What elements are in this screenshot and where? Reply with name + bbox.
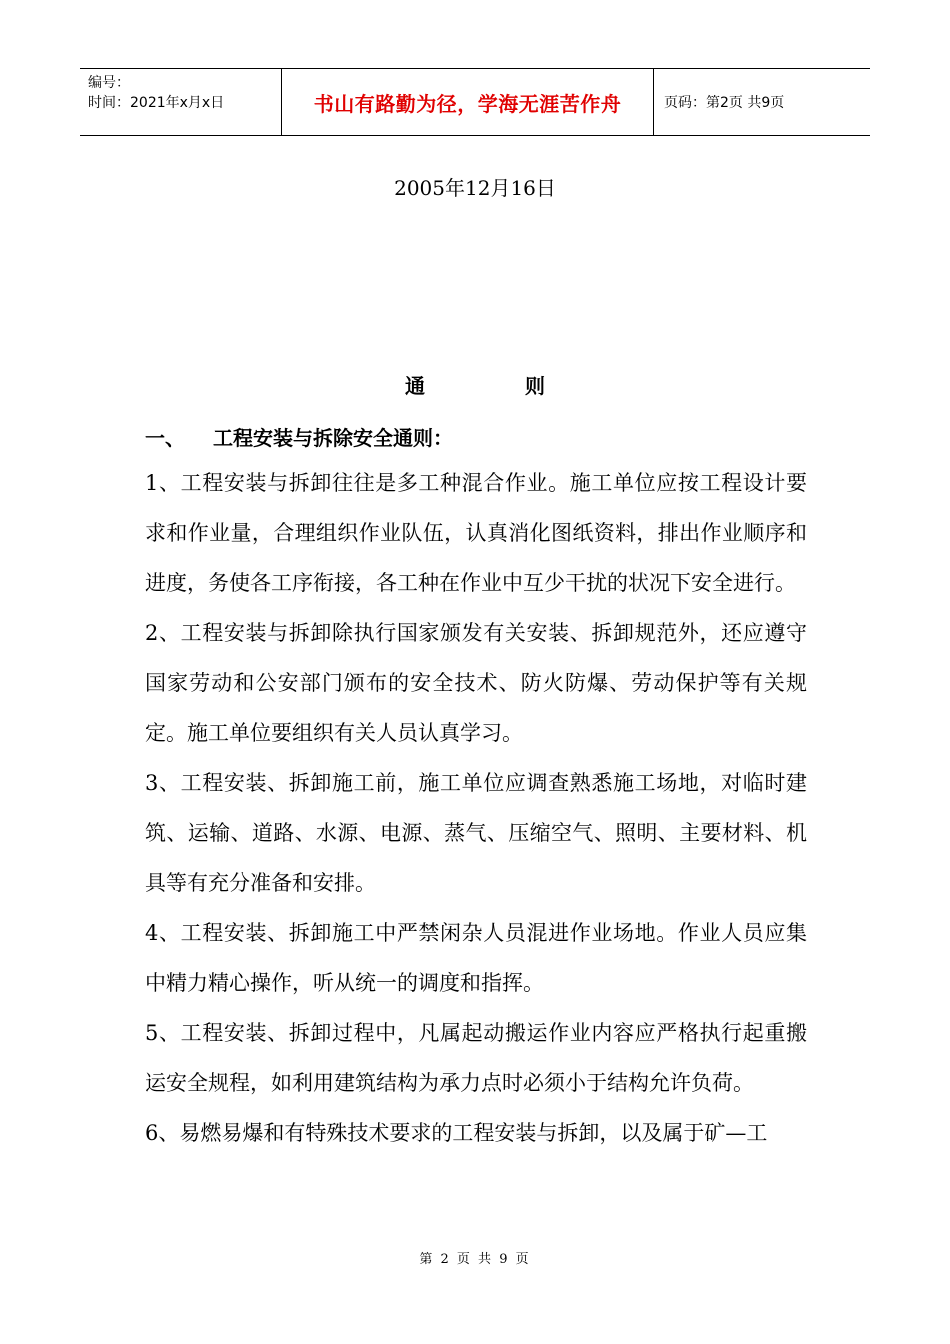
paragraph-4: 4、工程安装、拆卸施工中严禁闲杂人员混进作业场地。作业人员应集中精力精心操作，听从统一的调度和指挥。 <box>145 921 807 995</box>
header-motto <box>281 69 654 135</box>
page-footer: 第 2 页 共 9 页 <box>419 1252 531 1267</box>
section-title: 通则 <box>405 374 645 398</box>
motto-text: 书山有路勤为径，学海无涯苦作舟 <box>313 91 622 116</box>
document-header <box>80 68 870 136</box>
heading-number: 一、 <box>145 426 185 450</box>
paragraph-6: 6、易燃易爆和有特殊技术要求的工程安装与拆卸，以及属于矿—工 <box>145 1121 768 1145</box>
number-label: 编号： <box>88 75 130 91</box>
page-label: 页码：第2页 共9页 <box>664 95 785 111</box>
paragraph-2: 2、工程安装与拆卸除执行国家颁发有关安装、拆卸规范外，还应遵守国家劳动和公安部门颁布的安全技术、防火防爆、劳动保护等有关规定。施工单位要组织有关人员认真学习。 <box>145 621 807 745</box>
paragraph-5: 5、工程安装、拆卸过程中，凡属起动搬运作业内容应严格执行起重搬运安全规程，如利用建筑结构为承力点时必须小于结构允许负荷。 <box>145 1021 807 1095</box>
paragraph-1: 1、工程安装与拆卸往往是多工种混合作业。施工单位应按工程设计要求和作业量，合理组织作业队伍，认真消化图纸资料，排出作业顺序和进度，务使各工序衔接，各工种在作业中互少干扰的状况下安全进行。 <box>145 471 807 595</box>
header-info <box>80 69 281 135</box>
heading-text: 工程安装与拆除安全通则： <box>213 426 453 450</box>
heading-one <box>145 422 453 451</box>
document-date: 2005年12月16日 <box>394 176 556 200</box>
paragraph-3: 3、工程安装、拆卸施工前，施工单位应调查熟悉施工场地，对临时建筑、运输、道路、水源、电源、蒸气、压缩空气、照明、主要材料、机具等有充分准备和安排。 <box>145 771 807 895</box>
body-text <box>145 458 807 1158</box>
header-page-info <box>654 69 870 135</box>
time-label: 时间：2021年x月x日 <box>88 95 225 111</box>
